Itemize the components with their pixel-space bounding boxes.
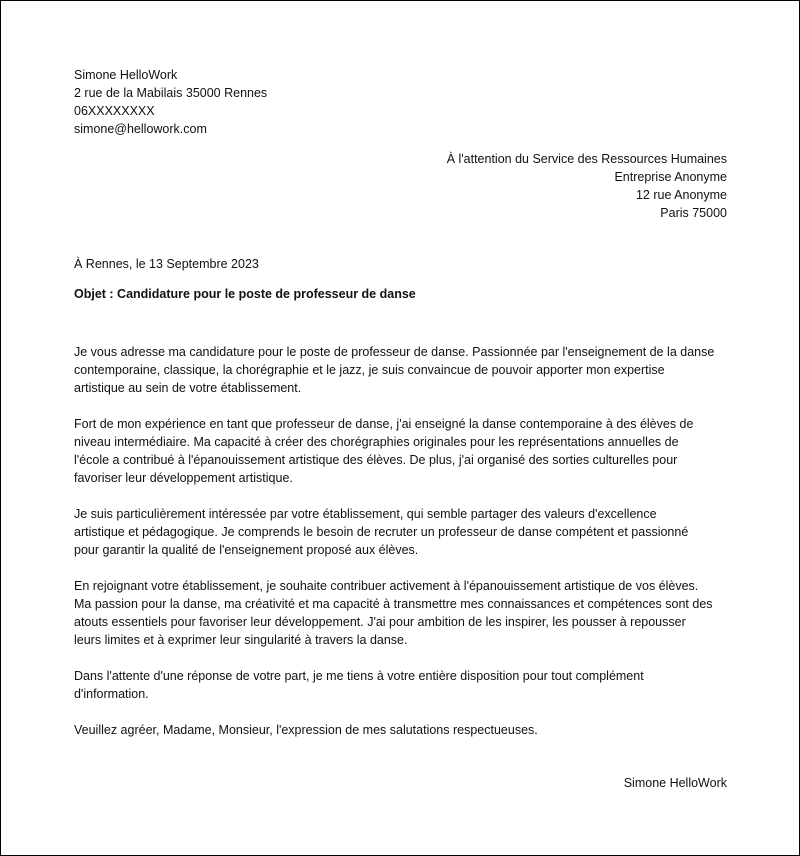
recipient-attention: À l'attention du Service des Ressources Humaines [446,152,727,166]
body-line: Fort de mon expérience en tant que professeur de danse, j'ai enseigné la danse contemporaine à des élèves de [74,417,694,431]
body-line: artistique et pédagogique. Je comprends le besoin de recruter un professeur de danse compétent et passionné [74,525,689,539]
sender-phone: 06XXXXXXXX [74,104,155,118]
body-line: leurs limites et à exprimer leur singularité à travers la danse. [74,633,408,647]
signature: Simone HelloWork [623,776,727,790]
body-paragraph [74,667,734,703]
body-line: En rejoignant votre établissement, je souhaite contribuer activement à l'épanouissement artistique de vos élèves. [74,579,699,593]
sender-name: Simone HelloWork [74,68,178,82]
body-paragraph [74,415,734,487]
letter-body [74,343,734,757]
body-line: d'information. [74,687,149,701]
sender-address: 2 rue de la Mabilais 35000 Rennes [74,86,268,100]
body-line: artistique au sein de votre établissement. [74,381,302,395]
letter-date: À Rennes, le 13 Septembre 2023 [74,257,259,271]
body-line: niveau intermédiaire. Ma capacité à créer des chorégraphies originales pour les représentations annuelles de [74,435,679,449]
body-line: Dans l'attente d'une réponse de votre part, je me tiens à votre entière disposition pour tout complément [74,669,644,683]
recipient-street: 12 rue Anonyme [635,188,727,202]
sender-block [74,66,267,138]
body-line: favoriser leur développement artistique. [74,471,293,485]
body-line: l'école a contribué à l'épanouissement artistique des élèves. De plus, j'ai organisé des sorties culturelles pour [74,453,678,467]
body-paragraph [74,343,734,397]
body-line: contemporaine, classique, la chorégraphie et le jazz, je suis convaincue de pouvoir apporter mon expertise [74,363,665,377]
body-line: Je vous adresse ma candidature pour le poste de professeur de danse. Passionnée par l'enseignement de la danse [74,345,715,359]
recipient-block [447,150,727,222]
recipient-company: Entreprise Anonyme [614,170,727,184]
sender-email: simone@hellowork.com [74,122,207,136]
body-line: Veuillez agréer, Madame, Monsieur, l'expression de mes salutations respectueuses. [74,723,538,737]
body-line: atouts essentiels pour favoriser leur développement. J'ai pour ambition de les inspirer, les pousser à repousser [74,615,686,629]
body-paragraph [74,577,734,649]
letter-subject: Objet : Candidature pour le poste de professeur de danse [74,287,416,301]
closing-paragraph [74,721,734,739]
body-line: Ma passion pour la danse, ma créativité et ma capacité à transmettre mes connaissances et compétences sont des [74,597,713,611]
body-paragraph [74,505,734,559]
recipient-city: Paris 75000 [660,206,727,220]
body-line: Je suis particulièrement intéressée par votre établissement, qui semble partager des valeurs d'excellence [74,507,657,521]
body-line: pour garantir la qualité de l'enseignement proposé aux élèves. [74,543,419,557]
